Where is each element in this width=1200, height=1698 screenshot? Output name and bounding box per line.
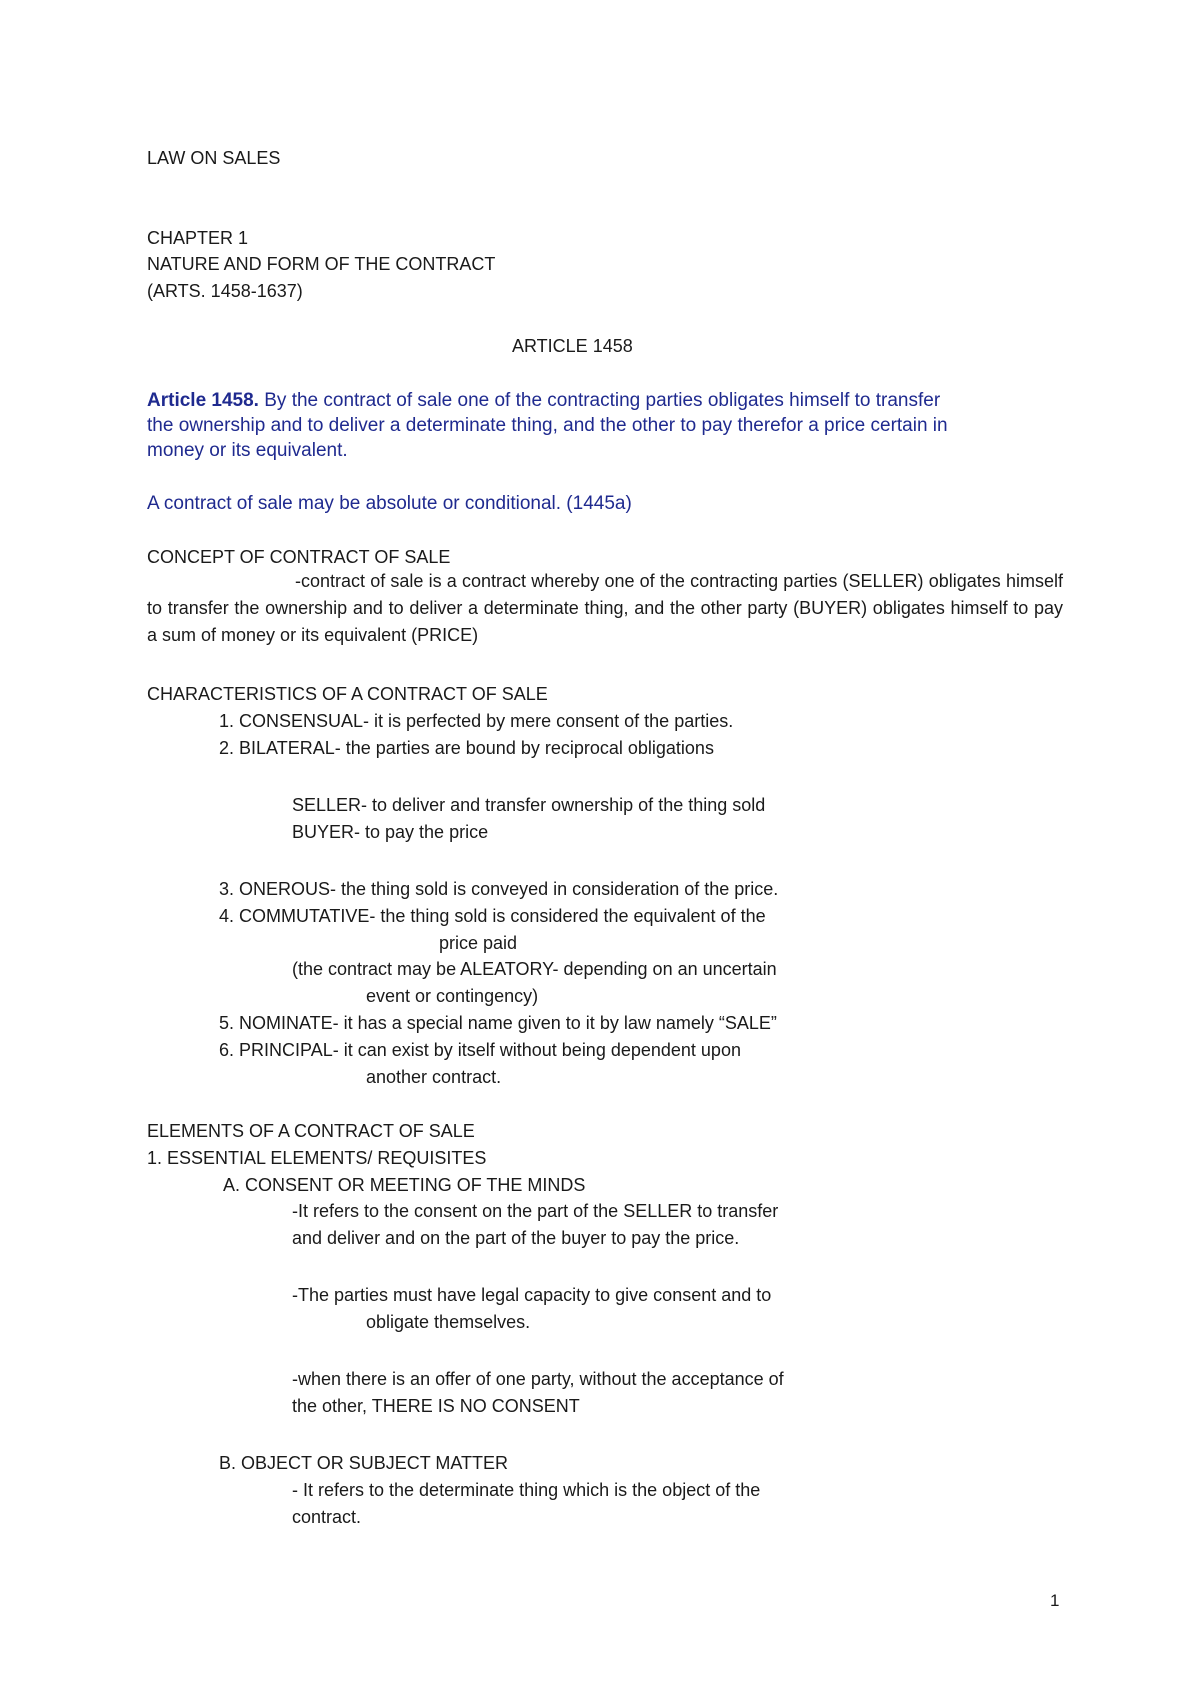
characteristic-commutative: 4. COMMUTATIVE- the thing sold is considered the equivalent of the	[219, 906, 766, 926]
concept-heading: CONCEPT OF CONTRACT OF SALE	[147, 547, 451, 567]
essential-elements: 1. ESSENTIAL ELEMENTS/ REQUISITES	[147, 1148, 487, 1168]
buyer-obligation: BUYER- to pay the price	[292, 822, 489, 842]
element-object: B. OBJECT OR SUBJECT MATTER	[219, 1453, 509, 1473]
chapter-number: CHAPTER 1	[147, 228, 249, 248]
object-line-1: - It refers to the determinate thing which is the object of the	[292, 1480, 761, 1500]
consent-line-3: -The parties must have legal capacity to give consent and to	[292, 1285, 772, 1305]
article-text-line-4: A contract of sale may be absolute or conditional. (1445a)	[147, 493, 632, 514]
consent-line-1: -It refers to the consent on the part of the SELLER to transfer	[292, 1201, 779, 1221]
seller-obligation: SELLER- to deliver and transfer ownership of the thing sold	[292, 795, 766, 815]
characteristic-nominate: 5. NOMINATE- it has a special name given to it by law namely “SALE”	[219, 1013, 777, 1033]
article-text-line-1-body: By the contract of sale one of the contracting parties obligates himself to transfer	[258, 390, 941, 411]
consent-line-4: obligate themselves.	[366, 1312, 531, 1332]
article-text-line-1	[147, 389, 940, 413]
chapter-range: (ARTS. 1458-1637)	[147, 281, 303, 301]
consent-line-5: -when there is an offer of one party, without the acceptance of	[292, 1369, 784, 1389]
characteristics-heading: CHARACTERISTICS OF A CONTRACT OF SALE	[147, 684, 548, 704]
article-text-line-2: the ownership and to deliver a determinate thing, and the other to pay therefor a price certain in	[147, 415, 948, 436]
chapter-title: NATURE AND FORM OF THE CONTRACT	[147, 254, 496, 274]
consent-line-2: and deliver and on the part of the buyer to pay the price.	[292, 1228, 740, 1248]
characteristic-bilateral: 2. BILATERAL- the parties are bound by reciprocal obligations	[219, 738, 714, 758]
elements-heading: ELEMENTS OF A CONTRACT OF SALE	[147, 1121, 475, 1141]
characteristic-principal-cont: another contract.	[366, 1067, 502, 1087]
page-number: 1	[1050, 1591, 1060, 1610]
doc-title: LAW ON SALES	[147, 148, 281, 168]
characteristic-consensual: 1. CONSENSUAL- it is perfected by mere consent of the parties.	[219, 711, 734, 731]
consent-line-6: the other, THERE IS NO CONSENT	[292, 1396, 580, 1416]
characteristic-principal: 6. PRINCIPAL- it can exist by itself without being dependent upon	[219, 1040, 741, 1060]
article-label: Article 1458.	[147, 390, 259, 411]
article-text-line-3: money or its equivalent.	[147, 440, 348, 461]
characteristic-commutative-cont: price paid	[439, 933, 518, 953]
aleatory-note-cont: event or contingency)	[366, 986, 539, 1006]
object-line-2: contract.	[292, 1507, 362, 1527]
element-consent: A. CONSENT OR MEETING OF THE MINDS	[223, 1175, 586, 1195]
characteristic-onerous: 3. ONEROUS- the thing sold is conveyed in consideration of the price.	[219, 879, 779, 899]
concept-body: -contract of sale is a contract whereby one of the contracting parties (SELLER) obligates himself to transfer the ownership and to deliver a determinate thing, and the other party (BUYER) obligates himself to pay a sum of money or its equivalent (PRICE)	[147, 571, 1063, 645]
aleatory-note: (the contract may be ALEATORY- depending on an uncertain	[292, 959, 777, 979]
article-heading: ARTICLE 1458	[512, 336, 633, 356]
